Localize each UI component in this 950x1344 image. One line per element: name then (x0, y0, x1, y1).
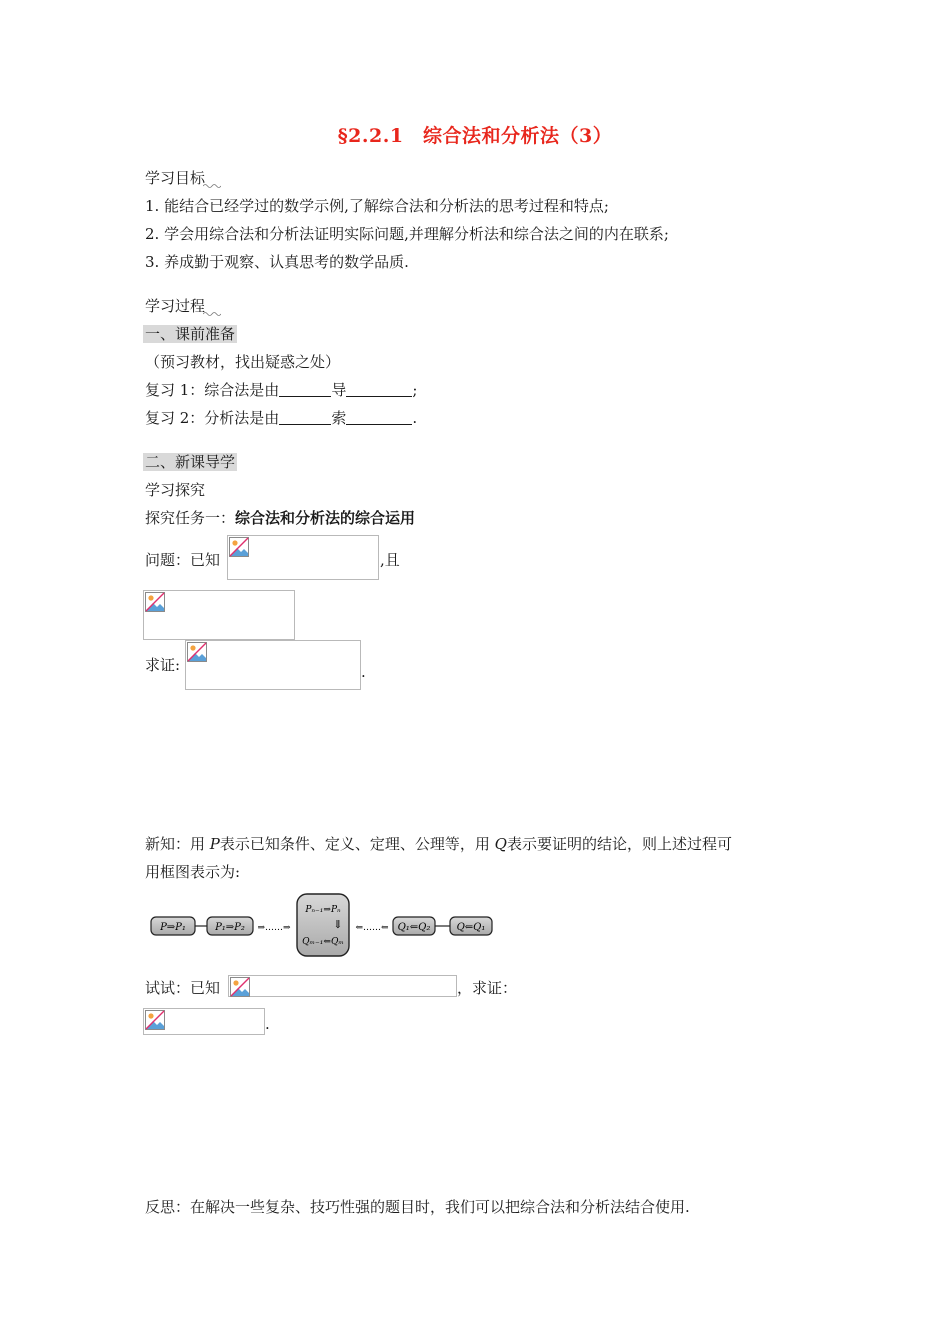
task-line (145, 508, 415, 528)
review-1-prefix: 复习 1：综合法是由 (145, 381, 280, 399)
objectives-heading (145, 168, 221, 190)
review-2 (145, 408, 417, 428)
flow-box-p1 (207, 917, 253, 935)
try-end: . (265, 1015, 270, 1033)
nk-symbol-p: P (209, 835, 220, 853)
broken-image-icon (145, 592, 165, 612)
prove-prefix: 求证: (145, 656, 181, 674)
nk-text-a: 新知：用 (145, 835, 210, 853)
objective-item-1: 1. 能结合已经学过的数学示例,了解综合法和分析法的思考过程和特点; (145, 197, 609, 215)
nk-text-b: 表示已知条件、定义、定理、公理等，用 (219, 835, 495, 853)
flow-center-box (297, 894, 349, 956)
flow-center-bottom: Qₘ₋₁⇐Qₘ (302, 937, 344, 947)
process-heading-text: 学习过程 (145, 297, 206, 315)
review-2-end: . (412, 409, 418, 427)
formula-image-2 (143, 590, 295, 640)
reflection: 反思：在解决一些复杂、技巧性强的题目时，我们可以把综合法和分析法结合使用. (145, 1198, 690, 1216)
review-1-blank-2 (346, 381, 412, 397)
new-knowledge-line-1 (145, 834, 732, 854)
nk-symbol-q: Q (494, 835, 507, 853)
review-2-blank-2 (346, 409, 412, 425)
task-prefix: 探究任务一： (145, 509, 236, 527)
objectives-heading-text: 学习目标 (145, 169, 206, 187)
wave-underline-icon (203, 183, 221, 189)
broken-image-icon (229, 537, 249, 557)
formula-image-1 (227, 535, 379, 580)
question-prefix: 问题：已知 (145, 551, 221, 569)
formula-image-4 (228, 975, 457, 997)
formula-image-5 (143, 1008, 265, 1035)
formula-image-3 (185, 640, 361, 690)
review-2-prefix: 复习 2：分析法是由 (145, 409, 280, 427)
objective-item-3: 3. 养成勤于观察、认真思考的数学品质. (145, 253, 409, 271)
section-prep-label: 一、课前准备 (145, 325, 236, 343)
objective-item-2: 2. 学会用综合法和分析法证明实际问题,并理解分析法和综合法之间的内在联系; (145, 225, 669, 243)
try-mid: ，求证： (457, 979, 518, 997)
prep-note: （预习教材，找出疑惑之处） (145, 353, 341, 371)
proof-flow-diagram (150, 892, 500, 960)
wave-underline-icon (203, 311, 221, 317)
flow-box-p1-label: P₁⇒P₂ (215, 922, 245, 933)
flow-dots-right: ⇐……⇐ (355, 923, 389, 933)
flow-box-q-label: Q⇐Q₁ (456, 922, 486, 933)
try-prefix: 试试：已知 (145, 979, 221, 997)
review-1 (145, 380, 417, 400)
flow-box-p-label: P⇒P₁ (160, 922, 186, 933)
page-title: §2.2.1 综合法和分析法（3） (337, 125, 613, 147)
section-new-label: 二、新课导学 (145, 453, 236, 471)
flow-dots-left: ⇒……⇒ (257, 923, 291, 933)
broken-image-icon (187, 642, 207, 662)
flow-box-p (151, 917, 195, 935)
flow-box-q1 (393, 917, 435, 935)
review-1-mid: 导 (331, 381, 347, 399)
broken-image-icon (145, 1010, 165, 1030)
broken-image-icon (230, 977, 250, 997)
flow-center-top: Pₙ₋₁⇒Pₙ (305, 905, 341, 915)
task-title: 综合法和分析法的综合运用 (235, 509, 416, 527)
question-suffix: ,且 (380, 551, 400, 569)
section-prep (143, 324, 237, 344)
flow-box-q (450, 917, 492, 935)
process-heading (145, 296, 221, 318)
new-knowledge-line-2: 用框图表示为: (145, 863, 241, 881)
flow-center-arrow: ⇓ (333, 918, 343, 931)
nk-text-c: 表示要证明的结论，则上述过程可 (506, 835, 732, 853)
prove-suffix: . (361, 663, 366, 681)
explore-heading: 学习探究 (145, 481, 206, 499)
review-2-blank-1 (279, 409, 331, 425)
review-1-blank-1 (279, 381, 331, 397)
review-2-mid: 索 (331, 409, 347, 427)
review-1-end: ; (412, 381, 418, 399)
section-new (143, 452, 237, 472)
flow-box-q1-label: Q₁⇐Q₂ (397, 922, 431, 933)
